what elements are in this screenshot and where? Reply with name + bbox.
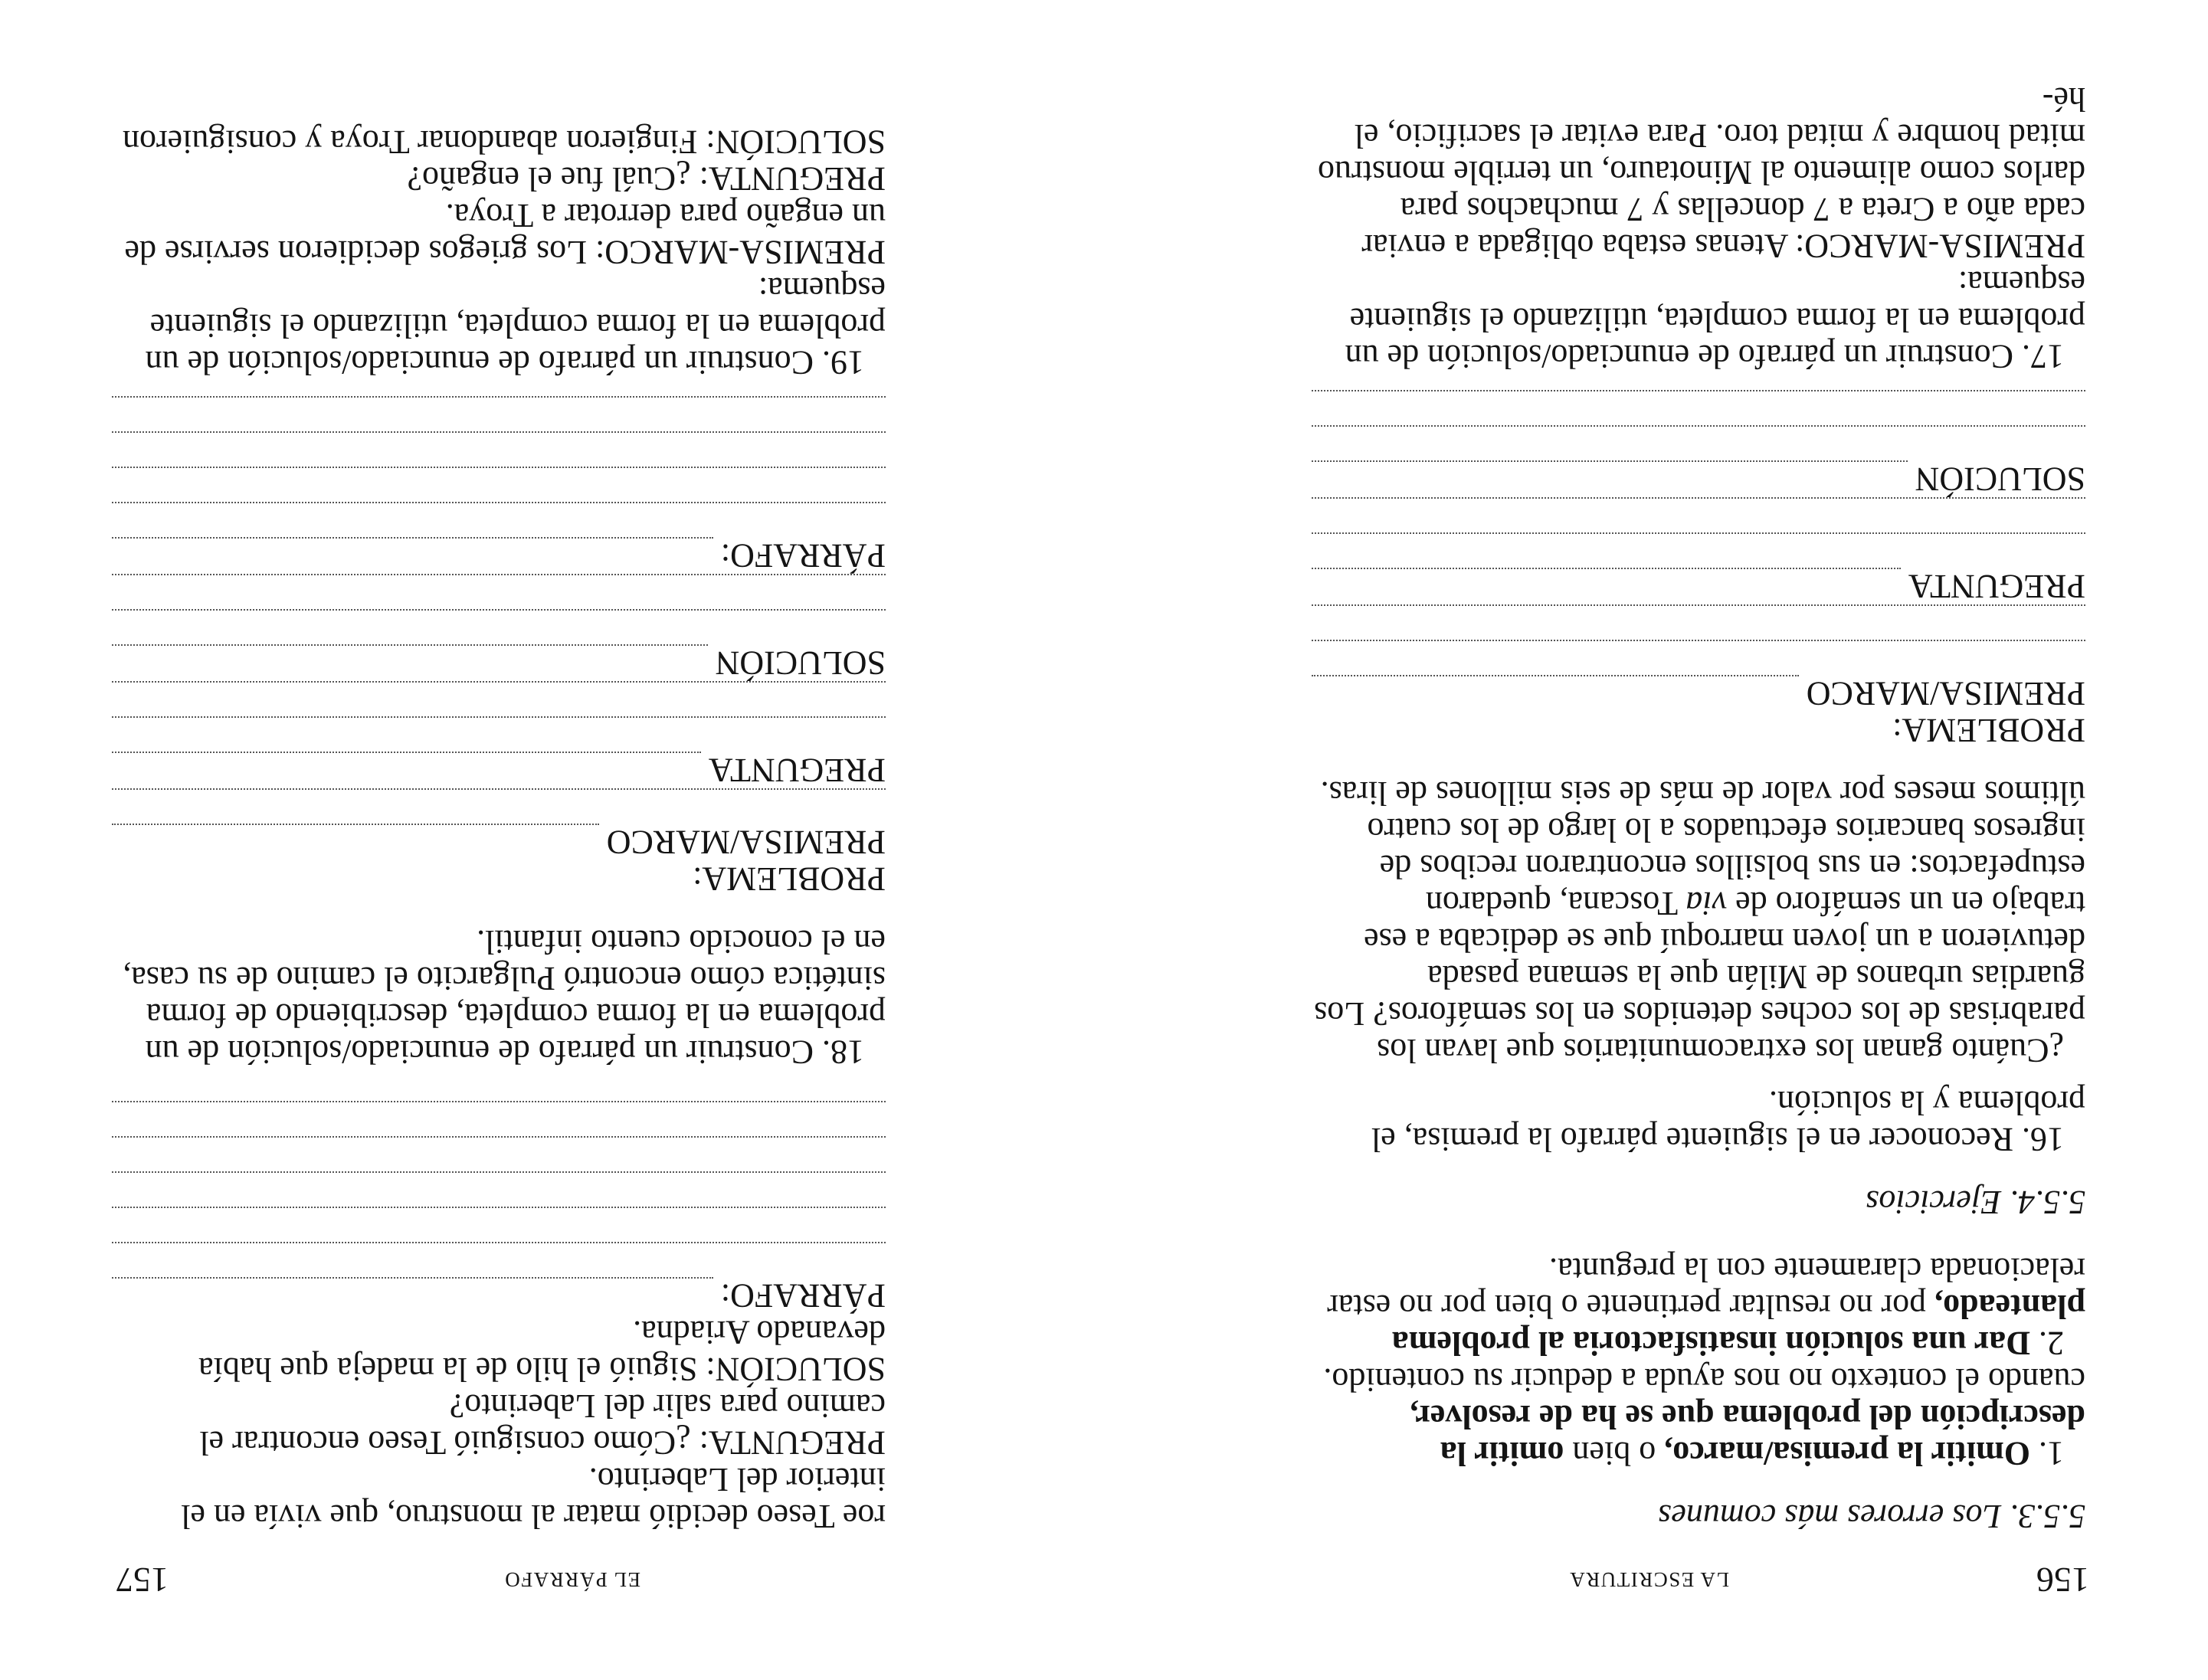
error-item-1 — [1312, 1361, 2085, 1472]
parrafo-label: PÁRRAFO: — [720, 537, 886, 575]
exercise-text-part: Toscana, quedaron estupefactos: en sus bolsillos encontraron recibos de ingresos bancarios efectuados a lo largo de los cuatro últimos meses por valor de más de seis millones de liras. — [1320, 775, 2085, 922]
page-number: 157 — [116, 1560, 169, 1600]
exercise-19-solucion: SOLUCIÓN: Fingieron abandonar Troya y consiguieron — [122, 123, 886, 161]
error-item-2 — [1312, 1251, 2085, 1361]
error-bold-b: omitir la descripción del problema que se ha de resolver, — [1410, 1398, 2085, 1472]
error-bold-a: Omitir la premisa/marco, — [1664, 1435, 2030, 1472]
answer-line[interactable] — [112, 1171, 886, 1207]
answer-line[interactable] — [112, 681, 886, 716]
answer-line[interactable] — [1312, 640, 2085, 675]
exercise-19-intro: 19. Construir un párrafo de enunciado/solución de un problema en la forma completa, utilizando el siguiente esquema: — [145, 270, 886, 382]
answer-line[interactable] — [112, 1207, 886, 1242]
error-text-a: o bien — [1564, 1435, 1665, 1472]
answer-line[interactable] — [112, 467, 886, 502]
solucion-row[interactable] — [1312, 460, 2085, 497]
answer-line[interactable] — [112, 502, 886, 537]
answer-line[interactable] — [112, 431, 886, 467]
pregunta-label: PREGUNTA — [708, 752, 886, 789]
item-number: 1. — [2039, 1435, 2064, 1472]
premisa-marco-label: PREMISA/MARCO — [606, 824, 886, 861]
answer-line[interactable] — [112, 644, 708, 673]
answer-line[interactable] — [112, 824, 599, 853]
answer-line[interactable] — [112, 1242, 886, 1277]
answer-line[interactable] — [1312, 460, 1908, 490]
section-heading: 5.5.3. Los errores más comunes — [1658, 1498, 2085, 1535]
text-column-157 — [112, 123, 886, 1534]
answer-line[interactable] — [1312, 675, 1799, 704]
problema-label: PROBLEMA: — [1892, 712, 2085, 749]
answer-line[interactable] — [1312, 568, 1901, 597]
pregunta-row[interactable] — [112, 752, 886, 788]
answer-line[interactable] — [112, 752, 701, 781]
answer-line[interactable] — [112, 1101, 886, 1136]
error-bold: Dar una solución insatisfactoria al problema planteado, — [1391, 1288, 2085, 1362]
pregunta-label: PREGUNTA — [1908, 568, 2085, 605]
text-column-156 — [1312, 80, 2085, 1534]
answer-line[interactable] — [112, 574, 886, 609]
section-heading: 5.5.4. Ejercicios — [1866, 1184, 2085, 1221]
answer-line[interactable] — [1312, 425, 2085, 460]
answer-line[interactable] — [112, 396, 886, 431]
running-head: EL PÁRRAFO — [503, 1568, 640, 1591]
page-number: 156 — [2036, 1560, 2089, 1600]
exercise-text-part: ¿Cuánto ganan los extracomunitarios que lavan los parabrisas de los coches detenidos en los semáforos? Los guardias urbanos de Milán que la semana pasada detuvieron a un joven marroquí que se dedicaba a ese trabajo en un semáforo de — [1314, 885, 2085, 1069]
solucion-text: SOLUCIÓN: Siguió el hilo de la madeja que había devanado Ariadna. — [198, 1314, 886, 1388]
answer-line[interactable] — [112, 537, 713, 566]
answer-line[interactable] — [1312, 390, 2085, 425]
answer-line[interactable] — [112, 716, 886, 752]
exercise-19-premisa: PREMISA-MARCO: Los griegos decidieron servirse de un engaño para derrotar a Troya. — [124, 197, 886, 271]
answer-line[interactable] — [112, 609, 886, 644]
parrafo-row[interactable] — [112, 1277, 886, 1314]
error-text-b: cuando el contexto no nos ayuda a deducir su contenido. — [1323, 1361, 2085, 1399]
solucion-label: SOLUCIÓN — [1915, 460, 2085, 498]
exercise-16-text — [1312, 775, 2085, 1069]
exercise-18-intro: 18. Construir un párrafo de enunciado/solución de un problema en la forma completa, describiendo de forma sintética cómo encontró Pulgarcito el camino de su casa, en el conocido cuento infantil. — [123, 923, 886, 1071]
exercise-16-intro: 16. Reconocer en el siguiente párrafo la premisa, el problema y la solución. — [1371, 1084, 2085, 1158]
running-head: LA ESCRITURA — [1568, 1568, 1729, 1591]
error-text: por no resultar pertinente o bien por no estar relacionada claramente con la pregunta. — [1327, 1251, 2085, 1325]
page-156 — [1104, 0, 2208, 1680]
item-number: 2. — [2039, 1325, 2064, 1362]
answer-line[interactable] — [1312, 604, 2085, 640]
solucion-row[interactable] — [112, 644, 886, 681]
exercise-text-italic: via — [1685, 885, 1728, 922]
premisa-marco-row[interactable] — [112, 824, 886, 860]
answer-form-18 — [112, 396, 886, 897]
answer-form-16 — [1312, 390, 2085, 748]
answer-line[interactable] — [1312, 497, 2085, 532]
parrafo-row[interactable] — [112, 537, 886, 574]
problema-label: PROBLEMA: — [693, 860, 886, 898]
exercise-19-pregunta: PREGUNTA: ¿Cuál fue el engaño? — [407, 160, 886, 198]
pregunta-row[interactable] — [1312, 568, 2085, 604]
solucion-label: SOLUCIÓN — [715, 644, 886, 682]
premisa-marco-row[interactable] — [1312, 675, 2085, 712]
exercise-17-intro: 17. Construir un párrafo de enunciado/solución de un problema en la forma completa, utilizando el siguiente esquema: — [1345, 264, 2085, 375]
answer-line[interactable] — [112, 1277, 713, 1306]
answer-line[interactable] — [112, 788, 886, 824]
parrafo-label: PÁRRAFO: — [720, 1277, 886, 1315]
answer-line[interactable] — [112, 1136, 886, 1171]
answer-line[interactable] — [1312, 532, 2085, 568]
continued-text: roe Teseo decidió matar al monstruo, que vivía en el interior del Laberinto. — [181, 1461, 886, 1535]
exercise-17-premisa: PREMISA-MARCO: Atenas estaba obligada a enviar cada año a Creta a 7 doncellas y 7 muchachos para darlos como alimento al Minotauro, un terrible monstruo mitad hombre y mitad toro. Para evitar el sacrificio, el hé- — [1317, 80, 2085, 265]
premisa-marco-label: PREMISA/MARCO — [1806, 675, 2085, 712]
pregunta-text: PREGUNTA: ¿Cómo consiguió Teseo encontrar el camino para salir del Laberinto? — [199, 1387, 886, 1462]
